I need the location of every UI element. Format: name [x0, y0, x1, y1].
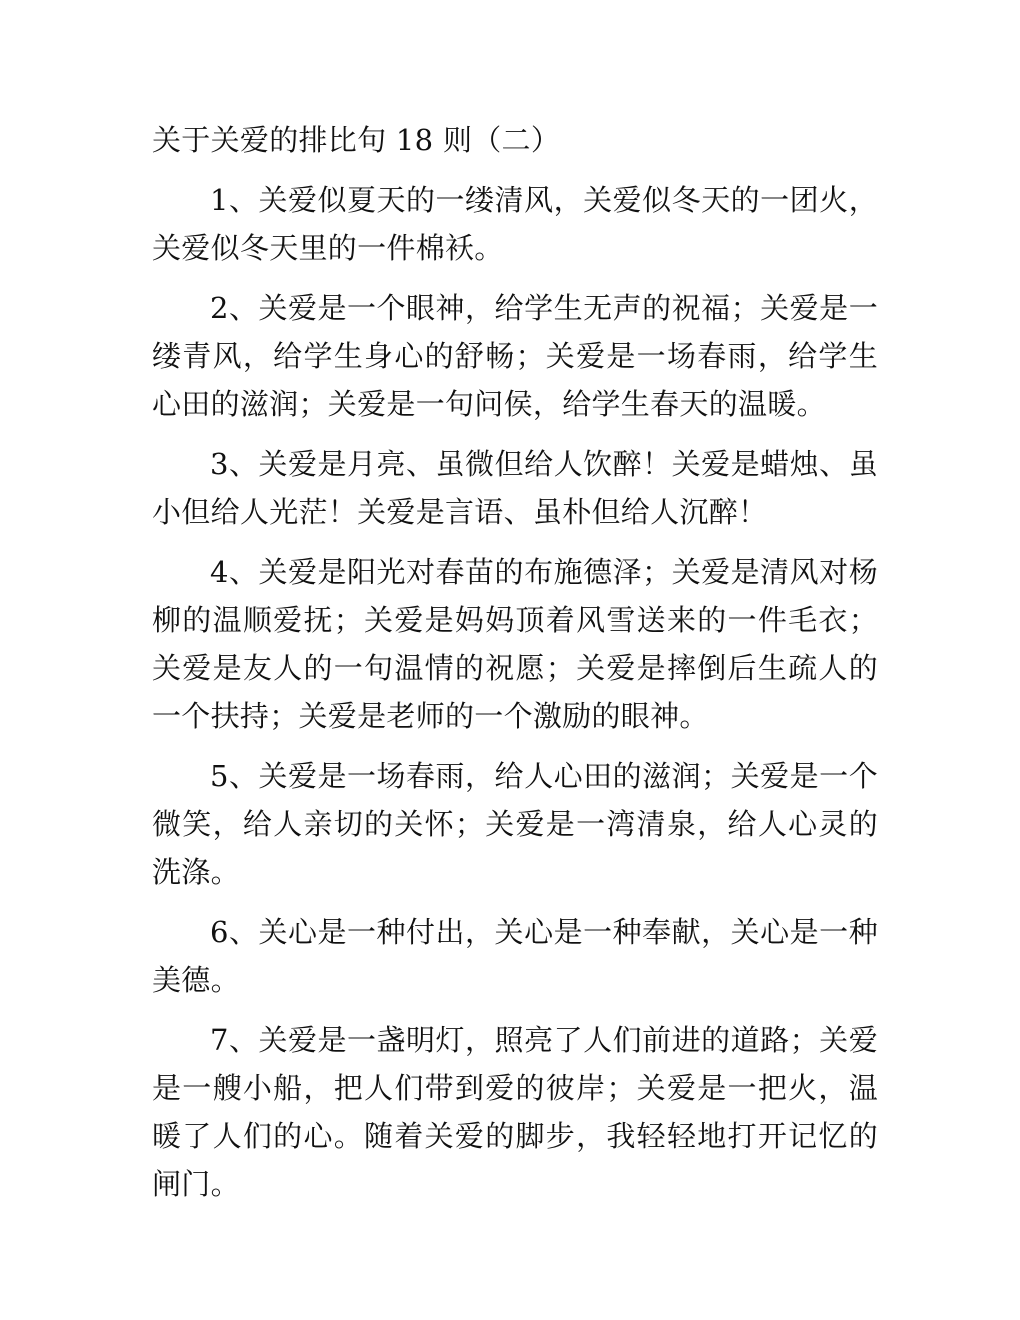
paragraph-2: 2、关爱是一个眼神，给学生无声的祝福；关爱是一缕青风，给学生身心的舒畅；关爱是一场春雨，给学生心田的滋润；关爱是一句问侯，给学生春天的温暖。: [152, 291, 878, 421]
paragraph-5: 5、关爱是一场春雨，给人心田的滋润；关爱是一个微笑，给人亲切的关怀；关爱是一湾清泉，给人心灵的洗涤。: [152, 759, 878, 889]
document-body: [152, 116, 878, 1220]
paragraph-7: 7、关爱是一盏明灯，照亮了人们前进的道路；关爱是一艘小船，把人们带到爱的彼岸；关爱是一把火，温暖了人们的心。随着关爱的脚步，我轻轻地打开记忆的闸门。: [152, 1023, 878, 1201]
paragraph-3: 3、关爱是月亮、虽微但给人饮醉！关爱是蜡烛、虽小但给人光茫！关爱是言语、虽朴但给人沉醉！: [152, 447, 878, 529]
document-title: 关于关爱的排比句 18 则（二）: [152, 123, 561, 157]
paragraph-6: 6、关心是一种付出，关心是一种奉献，关心是一种美德。: [152, 915, 878, 997]
paragraph-4: 4、关爱是阳光对春苗的布施德泽；关爱是清风对杨柳的温顺爱抚；关爱是妈妈顶着风雪送来的一件毛衣；关爱是友人的一句温情的祝愿；关爱是摔倒后生疏人的一个扶持；关爱是老师的一个激励的眼神。: [152, 555, 878, 733]
paragraph-1: 1、关爱似夏天的一缕清风，关爱似冬天的一团火，关爱似冬天里的一件棉袄。: [152, 183, 878, 265]
